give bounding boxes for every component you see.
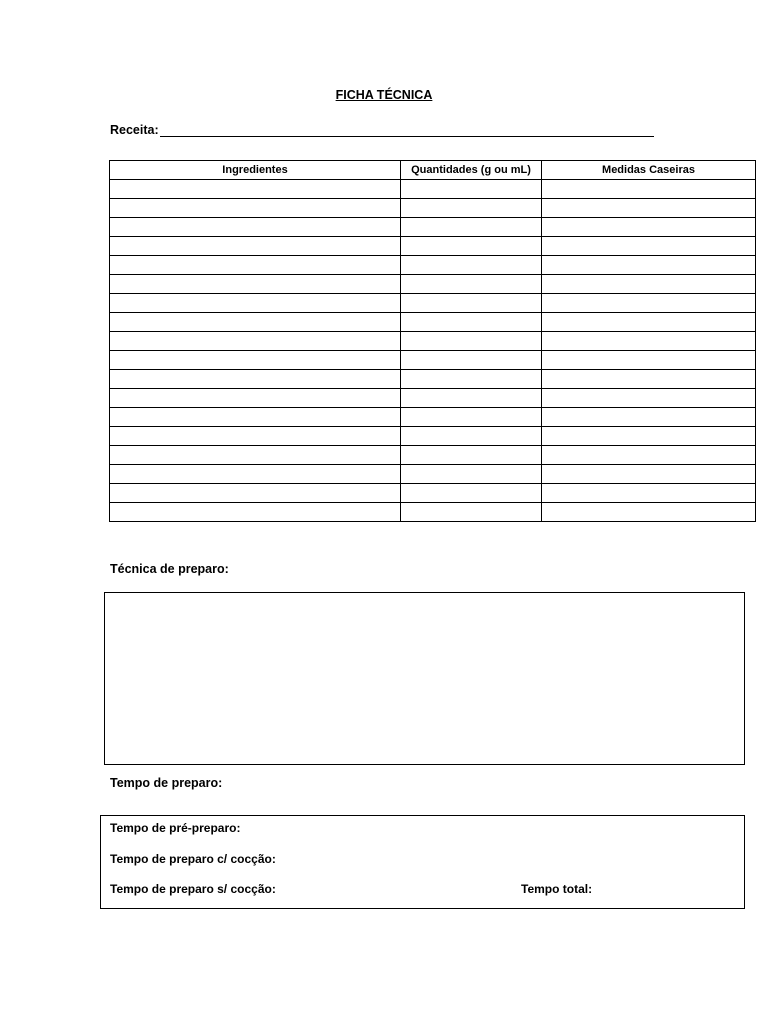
table-row <box>110 199 756 218</box>
medida-cell[interactable] <box>542 446 756 465</box>
quantidade-cell[interactable] <box>401 332 542 351</box>
table-row <box>110 180 756 199</box>
table-row <box>110 370 756 389</box>
tempo-box <box>100 815 745 909</box>
ingrediente-cell[interactable] <box>110 180 401 199</box>
table-header-row <box>110 161 756 180</box>
quantidade-cell[interactable] <box>401 256 542 275</box>
quantidade-cell[interactable] <box>401 408 542 427</box>
medida-cell[interactable] <box>542 199 756 218</box>
ingrediente-cell[interactable] <box>110 313 401 332</box>
ingrediente-cell[interactable] <box>110 465 401 484</box>
medida-cell[interactable] <box>542 465 756 484</box>
quantidade-cell[interactable] <box>401 275 542 294</box>
medida-cell[interactable] <box>542 256 756 275</box>
table-row <box>110 484 756 503</box>
medida-cell[interactable] <box>542 370 756 389</box>
ingrediente-cell[interactable] <box>110 275 401 294</box>
ingrediente-cell[interactable] <box>110 446 401 465</box>
receita-underline[interactable] <box>160 124 654 137</box>
medida-cell[interactable] <box>542 408 756 427</box>
header-quantidades: Quantidades (g ou mL) <box>401 161 542 180</box>
ingredients-table <box>109 160 756 522</box>
ingrediente-cell[interactable] <box>110 218 401 237</box>
header-ingredientes: Ingredientes <box>110 161 401 180</box>
table-row <box>110 237 756 256</box>
table-row <box>110 465 756 484</box>
quantidade-cell[interactable] <box>401 446 542 465</box>
ingrediente-cell[interactable] <box>110 294 401 313</box>
tecnica-text-area[interactable] <box>104 592 745 765</box>
quantidade-cell[interactable] <box>401 484 542 503</box>
ingrediente-cell[interactable] <box>110 408 401 427</box>
quantidade-cell[interactable] <box>401 370 542 389</box>
quantidade-cell[interactable] <box>401 503 542 522</box>
quantidade-cell[interactable] <box>401 427 542 446</box>
medida-cell[interactable] <box>542 427 756 446</box>
table-row <box>110 446 756 465</box>
quantidade-cell[interactable] <box>401 180 542 199</box>
ingrediente-cell[interactable] <box>110 332 401 351</box>
receita-field[interactable] <box>110 123 654 137</box>
tempo-sem-coccao[interactable]: Tempo de preparo s/ cocção: <box>110 882 276 896</box>
receita-label: Receita: <box>110 123 159 137</box>
table-row <box>110 389 756 408</box>
medida-cell[interactable] <box>542 503 756 522</box>
medida-cell[interactable] <box>542 484 756 503</box>
medida-cell[interactable] <box>542 313 756 332</box>
tempo-label: Tempo de preparo: <box>110 776 223 790</box>
ingrediente-cell[interactable] <box>110 427 401 446</box>
table-row <box>110 275 756 294</box>
table-row <box>110 256 756 275</box>
quantidade-cell[interactable] <box>401 351 542 370</box>
ingrediente-cell[interactable] <box>110 503 401 522</box>
ingrediente-cell[interactable] <box>110 484 401 503</box>
table-row <box>110 427 756 446</box>
table-row <box>110 503 756 522</box>
medida-cell[interactable] <box>542 180 756 199</box>
quantidade-cell[interactable] <box>401 313 542 332</box>
ingrediente-cell[interactable] <box>110 370 401 389</box>
ingrediente-cell[interactable] <box>110 351 401 370</box>
quantidade-cell[interactable] <box>401 237 542 256</box>
ingrediente-cell[interactable] <box>110 389 401 408</box>
medida-cell[interactable] <box>542 294 756 313</box>
tempo-total[interactable]: Tempo total: <box>521 882 593 896</box>
quantidade-cell[interactable] <box>401 218 542 237</box>
page-title: FICHA TÉCNICA <box>335 88 433 102</box>
quantidade-cell[interactable] <box>401 199 542 218</box>
medida-cell[interactable] <box>542 275 756 294</box>
medida-cell[interactable] <box>542 332 756 351</box>
table-row <box>110 218 756 237</box>
quantidade-cell[interactable] <box>401 294 542 313</box>
table-row <box>110 313 756 332</box>
medida-cell[interactable] <box>542 351 756 370</box>
header-medidas-caseiras: Medidas Caseiras <box>542 161 756 180</box>
medida-cell[interactable] <box>542 237 756 256</box>
medida-cell[interactable] <box>542 218 756 237</box>
quantidade-cell[interactable] <box>401 389 542 408</box>
ingrediente-cell[interactable] <box>110 199 401 218</box>
table-row <box>110 351 756 370</box>
table-row <box>110 408 756 427</box>
quantidade-cell[interactable] <box>401 465 542 484</box>
tempo-com-coccao[interactable]: Tempo de preparo c/ cocção: <box>110 852 276 866</box>
tempo-pre-preparo[interactable]: Tempo de pré-preparo: <box>110 821 241 835</box>
ingrediente-cell[interactable] <box>110 237 401 256</box>
table-row <box>110 294 756 313</box>
tecnica-label: Técnica de preparo: <box>110 562 229 576</box>
table-row <box>110 332 756 351</box>
medida-cell[interactable] <box>542 389 756 408</box>
ingrediente-cell[interactable] <box>110 256 401 275</box>
